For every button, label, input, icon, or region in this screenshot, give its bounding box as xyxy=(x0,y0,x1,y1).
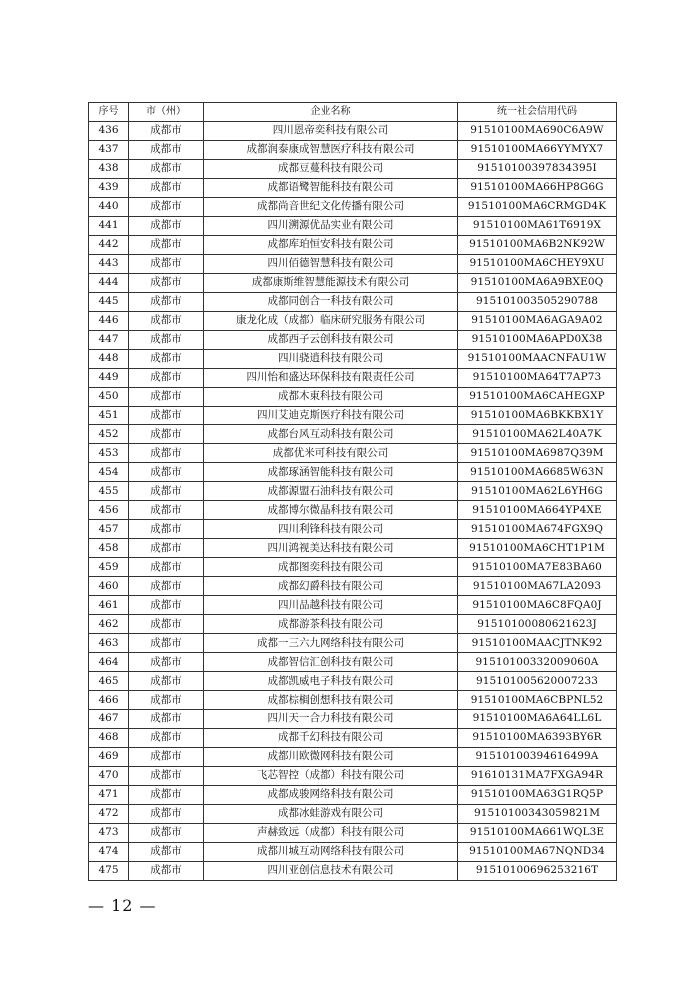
city-cell: 成都市 xyxy=(129,235,204,254)
credit-code-cell: 91510100MA6987Q39M xyxy=(458,444,617,463)
serial-no-cell: 463 xyxy=(89,634,129,653)
table-row xyxy=(89,539,617,558)
header-city: 市（州） xyxy=(129,103,204,122)
city-cell: 成都市 xyxy=(129,842,204,861)
credit-code-cell: 91510100MA674FGX9Q xyxy=(458,520,617,539)
credit-code-cell: 91510100MA6A64LL6L xyxy=(458,710,617,729)
table-row xyxy=(89,558,617,577)
company-name-cell: 成都智信汇创科技有限公司 xyxy=(204,653,458,672)
table-row xyxy=(89,691,617,710)
company-name-cell: 四川品越科技有限公司 xyxy=(204,596,458,615)
company-name-cell: 成都图奕科技有限公司 xyxy=(204,558,458,577)
company-name-cell: 成都库珀恒安科技有限公司 xyxy=(204,235,458,254)
table-row xyxy=(89,842,617,861)
city-cell: 成都市 xyxy=(129,254,204,273)
credit-code-cell: 91510100MA6C8FQA0J xyxy=(458,596,617,615)
credit-code-cell: 91510100MA6CHT1P1M xyxy=(458,539,617,558)
company-name-cell: 成都博尔微晶科技有限公司 xyxy=(204,501,458,520)
table-row xyxy=(89,577,617,596)
company-name-cell: 四川怡和盛达环保科技有限责任公司 xyxy=(204,368,458,387)
credit-code-cell: 91510100MA67NQND34 xyxy=(458,842,617,861)
city-cell: 成都市 xyxy=(129,785,204,804)
credit-code-cell: 91510100080621623J xyxy=(458,615,617,634)
credit-code-cell: 91510100394616499A xyxy=(458,747,617,766)
table-row xyxy=(89,861,617,880)
serial-no-cell: 473 xyxy=(89,823,129,842)
company-name-cell: 成都冰蛙游戏有限公司 xyxy=(204,804,458,823)
table-header-row xyxy=(89,103,617,122)
company-name-cell: 康龙化成（成都）临床研究服务有限公司 xyxy=(204,311,458,330)
table-row xyxy=(89,501,617,520)
company-name-cell: 四川天一合力科技有限公司 xyxy=(204,710,458,729)
city-cell: 成都市 xyxy=(129,311,204,330)
city-cell: 成都市 xyxy=(129,482,204,501)
serial-no-cell: 442 xyxy=(89,235,129,254)
table-row xyxy=(89,121,617,140)
city-cell: 成都市 xyxy=(129,330,204,349)
company-name-cell: 成都棕榈创想科技有限公司 xyxy=(204,691,458,710)
company-name-cell: 成都西子云创科技有限公司 xyxy=(204,330,458,349)
serial-no-cell: 441 xyxy=(89,216,129,235)
serial-no-cell: 455 xyxy=(89,482,129,501)
company-name-cell: 成都千幻科技有限公司 xyxy=(204,728,458,747)
serial-no-cell: 474 xyxy=(89,842,129,861)
serial-no-cell: 451 xyxy=(89,406,129,425)
table-row xyxy=(89,406,617,425)
city-cell: 成都市 xyxy=(129,672,204,691)
city-cell: 成都市 xyxy=(129,349,204,368)
table-row xyxy=(89,235,617,254)
city-cell: 成都市 xyxy=(129,558,204,577)
company-name-cell: 四川亚创信息技术有限公司 xyxy=(204,861,458,880)
table-row xyxy=(89,387,617,406)
serial-no-cell: 468 xyxy=(89,728,129,747)
city-cell: 成都市 xyxy=(129,577,204,596)
city-cell: 成都市 xyxy=(129,140,204,159)
city-cell: 成都市 xyxy=(129,615,204,634)
serial-no-cell: 453 xyxy=(89,444,129,463)
company-name-cell: 成都成骏网络科技有限公司 xyxy=(204,785,458,804)
serial-no-cell: 469 xyxy=(89,747,129,766)
serial-no-cell: 438 xyxy=(89,159,129,178)
company-name-cell: 成都康斯维智慧能源技术有限公司 xyxy=(204,273,458,292)
company-name-cell: 四川艾迪克斯医疗科技有限公司 xyxy=(204,406,458,425)
city-cell: 成都市 xyxy=(129,501,204,520)
credit-code-cell: 91510100MAACJTNK92 xyxy=(458,634,617,653)
company-name-cell: 成都尚音世纪文化传播有限公司 xyxy=(204,197,458,216)
serial-no-cell: 456 xyxy=(89,501,129,520)
credit-code-cell: 91510100MA64T7AP73 xyxy=(458,368,617,387)
serial-no-cell: 466 xyxy=(89,691,129,710)
city-cell: 成都市 xyxy=(129,292,204,311)
table-row xyxy=(89,254,617,273)
table-row xyxy=(89,728,617,747)
credit-code-cell: 91510100MA7E83BA60 xyxy=(458,558,617,577)
credit-code-cell: 915101005620007233 xyxy=(458,672,617,691)
city-cell: 成都市 xyxy=(129,273,204,292)
header-credit-code: 统一社会信用代码 xyxy=(458,103,617,122)
table-row xyxy=(89,710,617,729)
serial-no-cell: 471 xyxy=(89,785,129,804)
serial-no-cell: 447 xyxy=(89,330,129,349)
serial-no-cell: 448 xyxy=(89,349,129,368)
table-row xyxy=(89,292,617,311)
serial-no-cell: 461 xyxy=(89,596,129,615)
serial-no-cell: 444 xyxy=(89,273,129,292)
serial-no-cell: 440 xyxy=(89,197,129,216)
table-row xyxy=(89,216,617,235)
serial-no-cell: 437 xyxy=(89,140,129,159)
serial-no-cell: 472 xyxy=(89,804,129,823)
city-cell: 成都市 xyxy=(129,747,204,766)
company-name-cell: 成都豆蔓科技有限公司 xyxy=(204,159,458,178)
company-name-cell: 四川利锋科技有限公司 xyxy=(204,520,458,539)
credit-code-cell: 91510100332009060A xyxy=(458,653,617,672)
city-cell: 成都市 xyxy=(129,539,204,558)
table-row xyxy=(89,520,617,539)
credit-code-cell: 91510100696253216T xyxy=(458,861,617,880)
company-name-cell: 成都源盟石油科技有限公司 xyxy=(204,482,458,501)
city-cell: 成都市 xyxy=(129,710,204,729)
credit-code-cell: 91610131MA7FXGA94R xyxy=(458,766,617,785)
company-name-cell: 成都优米可科技有限公司 xyxy=(204,444,458,463)
table-row xyxy=(89,672,617,691)
credit-code-cell: 91510100MA6AGA9A02 xyxy=(458,311,617,330)
serial-no-cell: 457 xyxy=(89,520,129,539)
company-name-cell: 成都幻爵科技有限公司 xyxy=(204,577,458,596)
credit-code-cell: 91510100MA63G1RQ5P xyxy=(458,785,617,804)
serial-no-cell: 475 xyxy=(89,861,129,880)
serial-no-cell: 443 xyxy=(89,254,129,273)
city-cell: 成都市 xyxy=(129,463,204,482)
table-row xyxy=(89,653,617,672)
serial-no-cell: 464 xyxy=(89,653,129,672)
company-name-cell: 四川佰德智慧科技有限公司 xyxy=(204,254,458,273)
credit-code-cell: 91510100MA61T6919X xyxy=(458,216,617,235)
serial-no-cell: 459 xyxy=(89,558,129,577)
table-row xyxy=(89,463,617,482)
credit-code-cell: 915101003505290788 xyxy=(458,292,617,311)
city-cell: 成都市 xyxy=(129,596,204,615)
table-row xyxy=(89,823,617,842)
credit-code-cell: 91510100MAACNFAU1W xyxy=(458,349,617,368)
credit-code-cell: 91510100MA690C6A9W xyxy=(458,121,617,140)
table-row xyxy=(89,596,617,615)
table-row xyxy=(89,482,617,501)
serial-no-cell: 439 xyxy=(89,178,129,197)
city-cell: 成都市 xyxy=(129,691,204,710)
company-name-cell: 成都川欧微网科技有限公司 xyxy=(204,747,458,766)
company-name-cell: 四川恩帝奕科技有限公司 xyxy=(204,121,458,140)
serial-no-cell: 454 xyxy=(89,463,129,482)
company-name-cell: 成都语鹭智能科技有限公司 xyxy=(204,178,458,197)
table-row xyxy=(89,785,617,804)
city-cell: 成都市 xyxy=(129,766,204,785)
serial-no-cell: 467 xyxy=(89,710,129,729)
serial-no-cell: 462 xyxy=(89,615,129,634)
table-row xyxy=(89,368,617,387)
company-name-cell: 四川溯源优品实业有限公司 xyxy=(204,216,458,235)
city-cell: 成都市 xyxy=(129,216,204,235)
city-cell: 成都市 xyxy=(129,368,204,387)
serial-no-cell: 465 xyxy=(89,672,129,691)
company-name-cell: 成都同创合一科技有限公司 xyxy=(204,292,458,311)
credit-code-cell: 91510100MA6BKKBX1Y xyxy=(458,406,617,425)
serial-no-cell: 452 xyxy=(89,425,129,444)
city-cell: 成都市 xyxy=(129,406,204,425)
table-row xyxy=(89,444,617,463)
credit-code-cell: 91510100MA62L40A7K xyxy=(458,425,617,444)
table-row xyxy=(89,766,617,785)
credit-code-cell: 91510100MA67LA2093 xyxy=(458,577,617,596)
table-row xyxy=(89,634,617,653)
table-row xyxy=(89,330,617,349)
city-cell: 成都市 xyxy=(129,520,204,539)
serial-no-cell: 445 xyxy=(89,292,129,311)
table-row xyxy=(89,159,617,178)
credit-code-cell: 91510100MA6CRMGD4K xyxy=(458,197,617,216)
serial-no-cell: 460 xyxy=(89,577,129,596)
serial-no-cell: 458 xyxy=(89,539,129,558)
company-name-cell: 声赫致远（成都）科技有限公司 xyxy=(204,823,458,842)
table-row xyxy=(89,747,617,766)
company-name-cell: 成都木東科技有限公司 xyxy=(204,387,458,406)
credit-code-cell: 91510100MA66YYMYX7 xyxy=(458,140,617,159)
credit-code-cell: 91510100MA6393BY6R xyxy=(458,728,617,747)
company-name-cell: 成都游茶科技有限公司 xyxy=(204,615,458,634)
serial-no-cell: 470 xyxy=(89,766,129,785)
serial-no-cell: 446 xyxy=(89,311,129,330)
company-name-cell: 四川骁逍科技有限公司 xyxy=(204,349,458,368)
city-cell: 成都市 xyxy=(129,178,204,197)
company-name-cell: 成都润泰康成智慧医疗科技有限公司 xyxy=(204,140,458,159)
serial-no-cell: 450 xyxy=(89,387,129,406)
city-cell: 成都市 xyxy=(129,197,204,216)
city-cell: 成都市 xyxy=(129,728,204,747)
header-serial-no: 序号 xyxy=(89,103,129,122)
credit-code-cell: 91510100MA664YP4XE xyxy=(458,501,617,520)
page-number: — 12 — xyxy=(88,896,157,915)
credit-code-cell: 91510100MA6685W63N xyxy=(458,463,617,482)
city-cell: 成都市 xyxy=(129,823,204,842)
company-name-cell: 成都台风互动科技有限公司 xyxy=(204,425,458,444)
company-name-cell: 成都一三六九网络科技有限公司 xyxy=(204,634,458,653)
city-cell: 成都市 xyxy=(129,159,204,178)
table-row xyxy=(89,178,617,197)
credit-code-cell: 91510100MA6B2NK92W xyxy=(458,235,617,254)
credit-code-cell: 91510100MA6APD0X38 xyxy=(458,330,617,349)
company-name-cell: 成都琢涵智能科技有限公司 xyxy=(204,463,458,482)
table-row xyxy=(89,425,617,444)
enterprise-table xyxy=(88,102,617,881)
credit-code-cell: 91510100MA66HP8G6G xyxy=(458,178,617,197)
table-row xyxy=(89,197,617,216)
city-cell: 成都市 xyxy=(129,425,204,444)
credit-code-cell: 91510100MA6A9BXE0Q xyxy=(458,273,617,292)
city-cell: 成都市 xyxy=(129,804,204,823)
table-row xyxy=(89,311,617,330)
city-cell: 成都市 xyxy=(129,653,204,672)
credit-code-cell: 91510100MA6CAHEGXP xyxy=(458,387,617,406)
table-row xyxy=(89,273,617,292)
credit-code-cell: 91510100343059821M xyxy=(458,804,617,823)
credit-code-cell: 91510100397834395I xyxy=(458,159,617,178)
table-row xyxy=(89,349,617,368)
company-name-cell: 成都川城互动网络科技有限公司 xyxy=(204,842,458,861)
table-row xyxy=(89,140,617,159)
serial-no-cell: 449 xyxy=(89,368,129,387)
credit-code-cell: 91510100MA62L6YH6G xyxy=(458,482,617,501)
table-row xyxy=(89,615,617,634)
city-cell: 成都市 xyxy=(129,444,204,463)
credit-code-cell: 91510100MA6CHEY9XU xyxy=(458,254,617,273)
city-cell: 成都市 xyxy=(129,634,204,653)
header-company-name: 企业名称 xyxy=(204,103,458,122)
table-row xyxy=(89,804,617,823)
city-cell: 成都市 xyxy=(129,861,204,880)
city-cell: 成都市 xyxy=(129,121,204,140)
serial-no-cell: 436 xyxy=(89,121,129,140)
credit-code-cell: 91510100MA661WQL3E xyxy=(458,823,617,842)
credit-code-cell: 91510100MA6CBPNL52 xyxy=(458,691,617,710)
company-name-cell: 四川鸿视美达科技有限公司 xyxy=(204,539,458,558)
company-name-cell: 飞芯智控（成都）科技有限公司 xyxy=(204,766,458,785)
city-cell: 成都市 xyxy=(129,387,204,406)
company-name-cell: 成都凯威电子科技有限公司 xyxy=(204,672,458,691)
